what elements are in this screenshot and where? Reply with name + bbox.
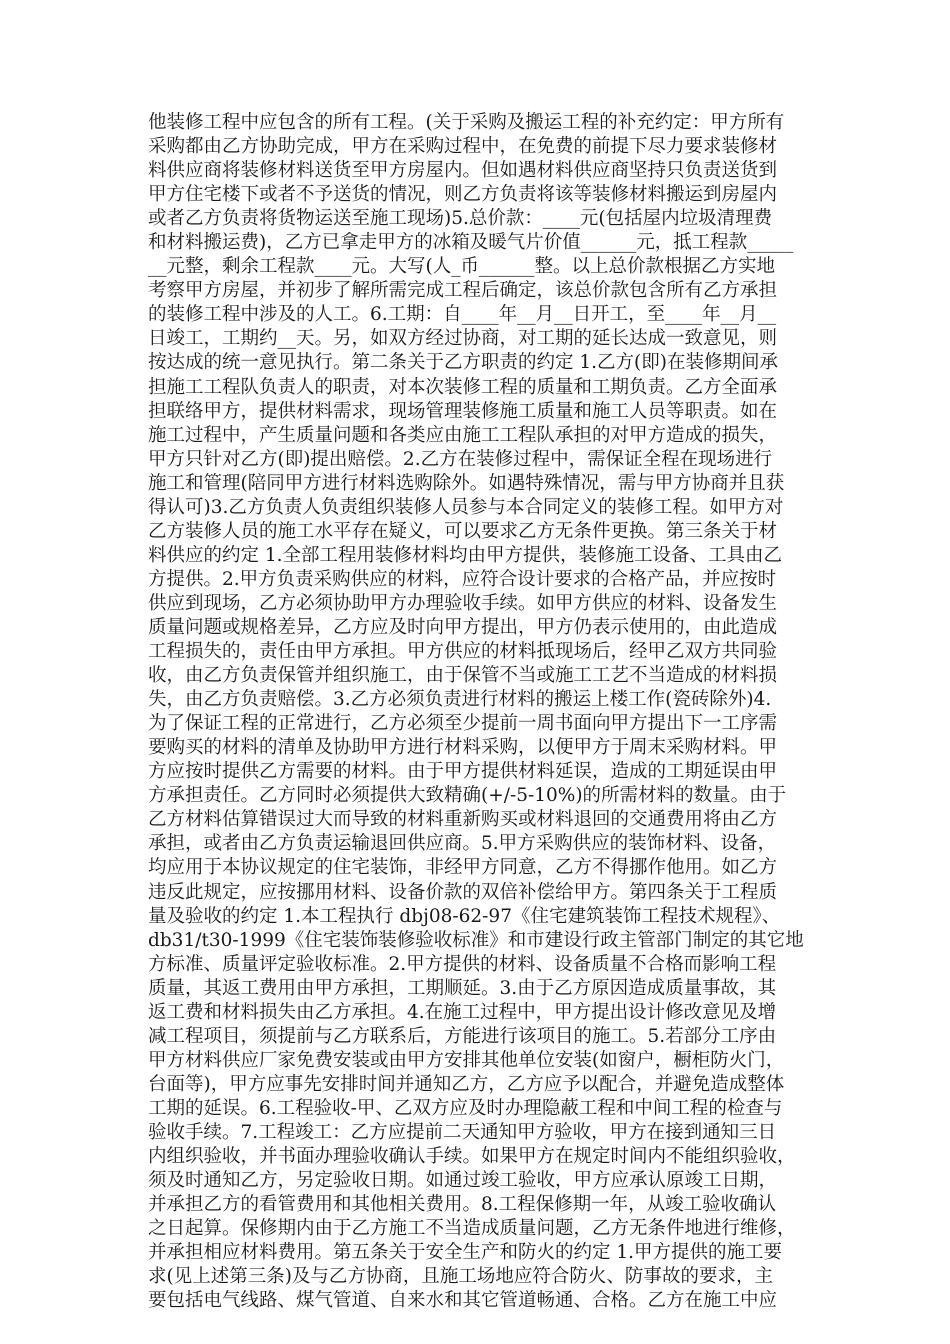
text-line: db31/t30-1999《住宅装饰装修验收标准》和市建设行政主管部门制定的其它地 [148, 929, 804, 951]
text-line: 担联络甲方，提供材料需求，现场管理装修施工质量和施工人员等职责。如在 [148, 400, 778, 422]
text-line: 采购都由乙方协助完成，甲方在采购过程中，在免费的前提下尽力要求装修材 [148, 136, 778, 158]
text-line: 料供应商将装修材料送货至甲方房屋内。但如遇材料供应商坚持只负责送货到 [148, 160, 778, 182]
text-line: 料供应的约定 1.全部工程用装修材料均由甲方提供，装修施工设备、工具由乙 [148, 544, 783, 566]
text-line: 担施工工程队负责人的职责，对本次装修工程的质量和工期负责。乙方全面承 [148, 376, 778, 398]
text-line: 甲方住宅楼下或者不予送货的情况，则乙方负责将该等装修材料搬运到房屋内 [148, 184, 778, 206]
text-line: 返工费和材料损失由乙方承担。4.在施工过程中，甲方提出设计修改意见及增 [148, 1001, 777, 1023]
text-line: 和材料搬运费)，乙方已拿走甲方的冰箱及暖气片价值______元，抵工程款_____ [148, 232, 794, 254]
text-line: 收，由乙方负责保管并组织施工，由于保管不当或施工工艺不当造成的材料损 [148, 665, 778, 687]
text-line: 之日起算。保修期内由于乙方施工不当造成质量问题，乙方无条件地进行维修， [148, 1218, 796, 1240]
text-line: 施工和管理(陪同甲方进行材料选购除外。如遇特殊情况，需与甲方协商并且获 [148, 472, 785, 494]
text-line: 内组织验收，并书面办理验收确认手续。如果甲方在规定时间内不能组织验收， [148, 1146, 796, 1168]
text-line: 乙方材料估算错误过大而导致的材料重新购买或材料退回的交通费用将由乙方 [148, 809, 778, 831]
text-line: 甲方材料供应厂家免费安装或由甲方安排其他单位安装(如窗户，橱柜防火门， [148, 1049, 785, 1071]
text-line: 方提供。2.甲方负责采购供应的材料，应符合设计要求的合格产品，并应按时 [148, 568, 777, 590]
text-line: 甲方只针对乙方(即)提出赔偿。2.乙方在装修过程中，需保证全程在现场进行 [148, 448, 773, 470]
text-line: 为了保证工程的正常进行，乙方必须至少提前一周书面向甲方提出下一工序需 [148, 713, 778, 735]
text-line: 得认可)3.乙方负责人负责组织装修人员参与本合同定义的装修工程。如甲方对 [148, 496, 784, 518]
text-line: 乙方装修人员的施工水平存在疑义，可以要求乙方无条件更换。第三条关于材 [148, 520, 778, 542]
text-line: __元整，剩余工程款____元。大写(人_币______整。以上总价款根据乙方实地 [148, 256, 775, 278]
text-line: 台面等)，甲方应事先安排时间并通知乙方，乙方应予以配合，并避免造成整体 [148, 1073, 785, 1095]
text-line: 工期的延误。6.工程验收-甲、乙双方应及时办理隐蔽工程和中间工程的检查与 [148, 1097, 783, 1119]
text-line: 的装修工程中涉及的人工。6.工期：自____年__月__日开工，至____年__月__ [148, 304, 777, 326]
text-line: 日竣工，工期约__天。另，如双方经过协商，对工期的延长达成一致意见，则 [148, 328, 778, 350]
text-line: 失，由乙方负责赔偿。3.乙方必须负责进行材料的搬运上楼工作(瓷砖除外)4. [148, 689, 772, 711]
text-line: 要包括电气线路、煤气管道、自来水和其它管道畅通、合格。乙方在施工中应 [148, 1290, 778, 1312]
text-line: 施工过程中，产生质量问题和各类应由施工工程队承担的对甲方造成的损失， [148, 424, 778, 446]
text-line: 或者乙方负责将货物运送至施工现场)5.总价款：____元(包括屋内垃圾清理费 [148, 208, 773, 230]
text-line: 供应到现场，乙方必须协助甲方办理验收手续。如甲方供应的材料、设备发生 [148, 592, 778, 614]
text-line: 考察甲方房屋，并初步了解所需完成工程后确定，该总价款包含所有乙方承担 [148, 280, 778, 302]
text-line: 方应按时提供乙方需要的材料。由于甲方提供材料延误，造成的工期延误由甲 [148, 761, 778, 783]
text-line: 要购买的材料的清单及协助甲方进行材料采购，以便甲方于周末采购材料。甲 [148, 737, 778, 759]
text-line: 质量问题或规格差异，乙方应及时向甲方提出，甲方仍表示使用的，由此造成 [148, 616, 778, 638]
text-line: 按达成的统一意见执行。第二条关于乙方职责的约定 1.乙方(即)在装修期间承 [148, 352, 778, 374]
text-line: 承担，或者由乙方负责运输退回供应商。5.甲方采购供应的装饰材料、设备， [148, 833, 777, 855]
text-line: 减工程项目，须提前与乙方联系后，方能进行该项目的施工。5.若部分工序由 [148, 1025, 777, 1047]
text-line: 工程损失的，责任由甲方承担。甲方供应的材料抵现场后，经甲乙双方共同验 [148, 641, 778, 663]
text-line: 并承担相应材料费用。第五条关于安全生产和防火的约定 1.甲方提供的施工要 [148, 1242, 783, 1264]
text-line: 违反此规定，应按挪用材料、设备价款的双倍补偿给甲方。第四条关于工程质 [148, 881, 778, 903]
text-line: 求(见上述第三条)及与乙方协商，且施工场地应符合防火、防事故的要求，主 [148, 1266, 773, 1288]
text-line: 并承担乙方的看管费用和其他相关费用。8.工程保修期一年，从竣工验收确认 [148, 1194, 777, 1216]
text-line: 须及时通知乙方，另定验收日期。如通过竣工验收，甲方应承认原竣工日期， [148, 1170, 778, 1192]
text-line: 质量，其返工费用由甲方承担，工期顺延。3.由于乙方原因造成质量事故，其 [148, 977, 777, 999]
text-line: 验收手续。7.工程竣工：乙方应提前二天通知甲方验收，甲方在接到通知三日 [148, 1121, 777, 1143]
text-line: 方标准、质量评定验收标准。2.甲方提供的材料、设备质量不合格而影响工程 [148, 953, 777, 975]
text-line: 方承担责任。乙方同时必须提供大致精确(+/-5-10%)的所需材料的数量。由于 [148, 785, 787, 807]
text-line: 他装修工程中应包含的所有工程。(关于采购及搬运工程的补充约定：甲方所有 [148, 112, 785, 133]
contract-body-text [148, 111, 808, 1313]
text-line: 量及验收的约定 1.本工程执行 dbj08-62-97《住宅建筑装饰工程技术规程》、 [148, 905, 781, 927]
text-line: 均应用于本协议规定的住宅装饰，非经甲方同意，乙方不得挪作他用。如乙方 [148, 857, 778, 879]
